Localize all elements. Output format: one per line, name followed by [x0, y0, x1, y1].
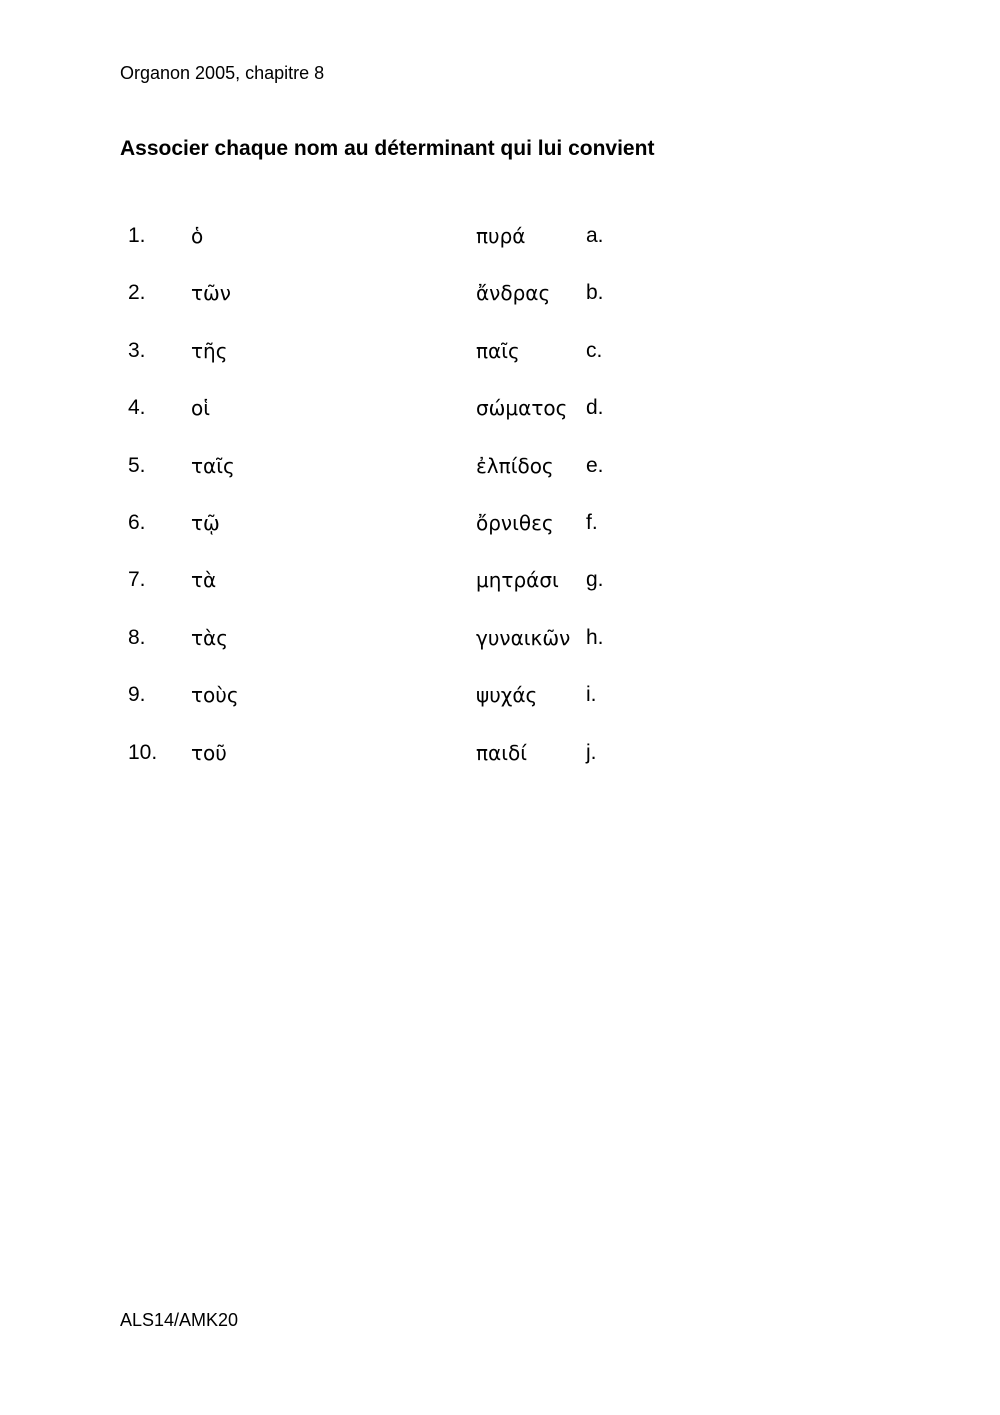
noun: ὄρνιθες — [476, 510, 554, 535]
noun: γυναικῶν — [476, 625, 571, 650]
determinant: τῆς — [191, 338, 228, 363]
noun: ψυχάς — [476, 683, 538, 708]
determinant: τὰ — [191, 568, 217, 593]
document-footer: ALS14/AMK20 — [120, 1310, 239, 1330]
item-number: 7. — [128, 568, 146, 592]
noun: ἄνδρας — [476, 281, 551, 306]
determinant: τοὺς — [191, 683, 239, 708]
noun: πυρά — [476, 224, 526, 248]
item-letter: h. — [586, 625, 604, 649]
item-number: 1. — [128, 224, 146, 247]
item-letter: c. — [586, 338, 603, 362]
exercise-row — [128, 509, 648, 566]
exercise-instruction: Associer chaque nom au déterminant qui lui convient — [120, 137, 655, 160]
item-letter: a. — [586, 224, 604, 247]
noun: μητράσι — [476, 568, 559, 593]
matching-exercise — [128, 222, 648, 796]
item-number: 3. — [128, 338, 146, 362]
exercise-row — [128, 739, 648, 796]
item-letter: f. — [586, 510, 598, 534]
item-number: 10. — [128, 740, 158, 764]
determinant: τὰς — [191, 625, 228, 650]
determinant: ταῖς — [191, 453, 235, 478]
item-letter: b. — [586, 281, 604, 305]
exercise-row — [128, 681, 648, 738]
determinant: τῶν — [191, 281, 231, 306]
exercise-row — [128, 394, 648, 451]
item-letter: g. — [586, 568, 604, 592]
exercise-row — [128, 624, 648, 681]
exercise-row — [128, 452, 648, 509]
item-number: 2. — [128, 281, 146, 305]
item-number: 6. — [128, 510, 146, 534]
noun: παῖς — [476, 338, 520, 363]
item-letter: d. — [586, 396, 604, 420]
item-number: 9. — [128, 683, 146, 707]
exercise-row — [128, 222, 648, 279]
noun: παιδί — [476, 740, 527, 765]
item-number: 5. — [128, 453, 146, 477]
item-number: 8. — [128, 625, 146, 649]
item-number: 4. — [128, 396, 146, 420]
determinant: ὁ — [191, 224, 204, 248]
determinant: τῷ — [191, 510, 220, 535]
exercise-row — [128, 337, 648, 394]
exercise-row — [128, 279, 648, 336]
noun: ἐλπίδος — [476, 453, 554, 478]
determinant: οἱ — [191, 396, 211, 421]
determinant: τοῦ — [191, 740, 227, 765]
document-header: Organon 2005, chapitre 8 — [120, 63, 325, 83]
item-letter: i. — [586, 683, 597, 707]
item-letter: j. — [586, 740, 597, 764]
exercise-row — [128, 566, 648, 623]
item-letter: e. — [586, 453, 604, 477]
noun: σώματος — [476, 396, 568, 421]
